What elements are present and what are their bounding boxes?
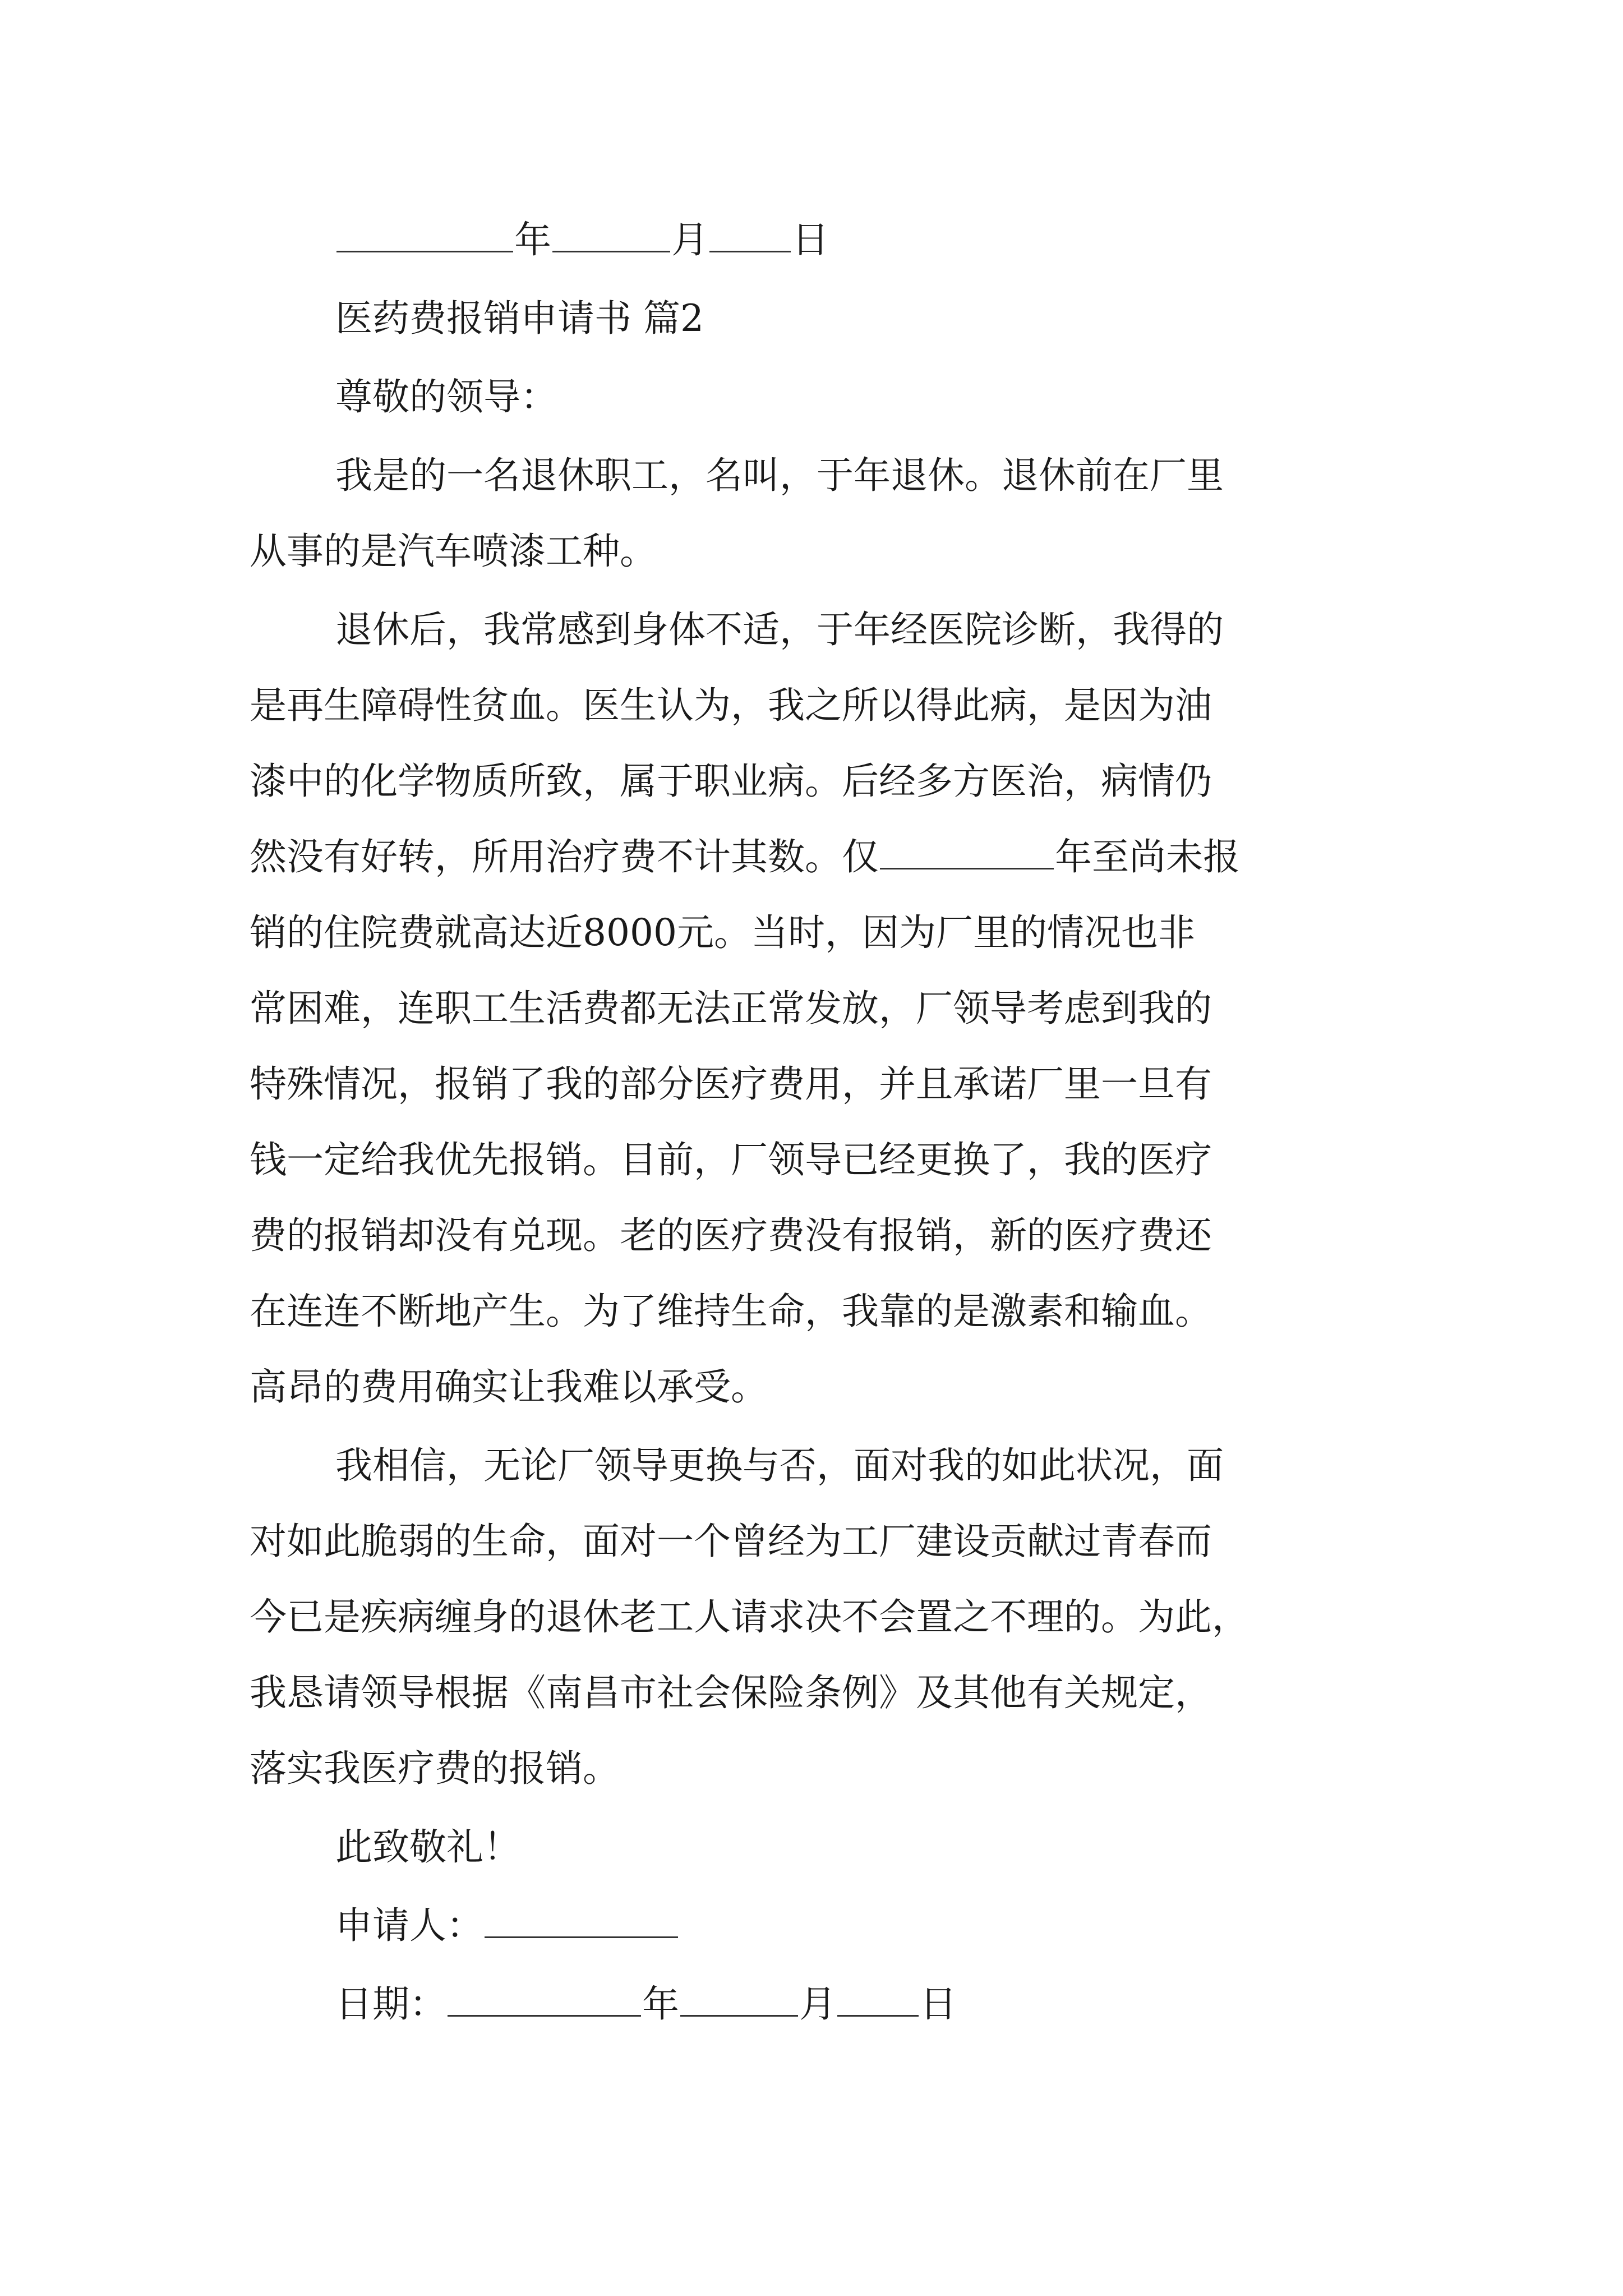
footer-date-line <box>335 1982 957 2026</box>
paragraph1-line1: 我是的一名退休职工，名叫，于年退休。退休前在厂里 <box>335 454 1224 497</box>
paragraph2-line1: 退休后，我常感到身体不适，于年经医院诊断，我得的 <box>335 608 1224 651</box>
footer-year-label: 年 <box>642 1982 679 2026</box>
salutation: 尊敬的领导： <box>335 375 557 418</box>
day-blank <box>709 222 791 252</box>
year-label: 年 <box>514 218 551 261</box>
paragraph2-line11: 高昂的费用确实让我难以承受。 <box>250 1365 768 1409</box>
applicant-blank <box>485 1907 678 1938</box>
paragraph2-line6: 常困难，连职工生活费都无法正常发放，厂领导考虑到我的 <box>250 987 1212 1030</box>
applicant-line <box>335 1904 679 1947</box>
paragraph1-line2: 从事的是汽车喷漆工种。 <box>250 530 657 573</box>
paragraph2-line3: 漆中的化学物质所致，属于职业病。后经多方医治，病情仍 <box>250 760 1212 803</box>
year-range-blank <box>880 839 1054 869</box>
paragraph2-line9: 费的报销却没有兑现。老的医疗费没有报销，新的医疗费还 <box>250 1214 1212 1257</box>
paragraph2-line10: 在连连不断地产生。为了维持生命，我靠的是激素和输血。 <box>250 1290 1212 1333</box>
paragraph3-line5: 落实我医疗费的报销。 <box>250 1747 620 1790</box>
paragraph2-line7: 特殊情况，报销了我的部分医疗费用，并且承诺厂里一旦有 <box>250 1062 1212 1106</box>
footer-month-label: 月 <box>799 1982 836 2026</box>
date-label: 日期： <box>335 1982 446 2026</box>
paragraph2-line4 <box>250 835 1240 878</box>
paragraph3-line2: 对如此脆弱的生命，面对一个曾经为工厂建设贡献过青春而 <box>250 1520 1212 1563</box>
footer-year-blank <box>448 1986 641 2017</box>
day-label: 日 <box>792 218 829 261</box>
paragraph2-line4-end: 年至尚未报 <box>1055 835 1240 878</box>
paragraph3-line1: 我相信，无论厂领导更换与否，面对我的如此状况，面 <box>335 1444 1224 1487</box>
footer-day-blank <box>837 1986 919 2017</box>
month-label: 月 <box>671 218 708 261</box>
letter-title: 医药费报销申请书 篇2 <box>335 297 704 340</box>
paragraph3-line4: 我恳请领导根据《南昌市社会保险条例》及其他有关规定， <box>250 1671 1212 1714</box>
closing: 此致敬礼！ <box>335 1825 520 1869</box>
paragraph3-line3: 今已是疾病缠身的退休老工人请求决不会置之不理的。为此， <box>250 1595 1249 1639</box>
applicant-label: 申请人： <box>335 1904 483 1947</box>
paragraph2-line4-start: 然没有好转，所用治疗费不计其数。仅 <box>250 835 879 878</box>
footer-month-blank <box>680 1986 798 2017</box>
paragraph2-line5: 销的住院费就高达近8000元。当时，因为厂里的情况也非 <box>250 911 1195 954</box>
footer-day-label: 日 <box>920 1982 957 2026</box>
year-blank <box>336 222 513 252</box>
paragraph2-line8: 钱一定给我优先报销。目前，厂领导已经更换了，我的医疗 <box>250 1138 1212 1181</box>
month-blank <box>552 222 670 252</box>
paragraph2-line2: 是再生障碍性贫血。医生认为，我之所以得此病，是因为油 <box>250 684 1212 727</box>
header-date-line <box>335 218 829 261</box>
